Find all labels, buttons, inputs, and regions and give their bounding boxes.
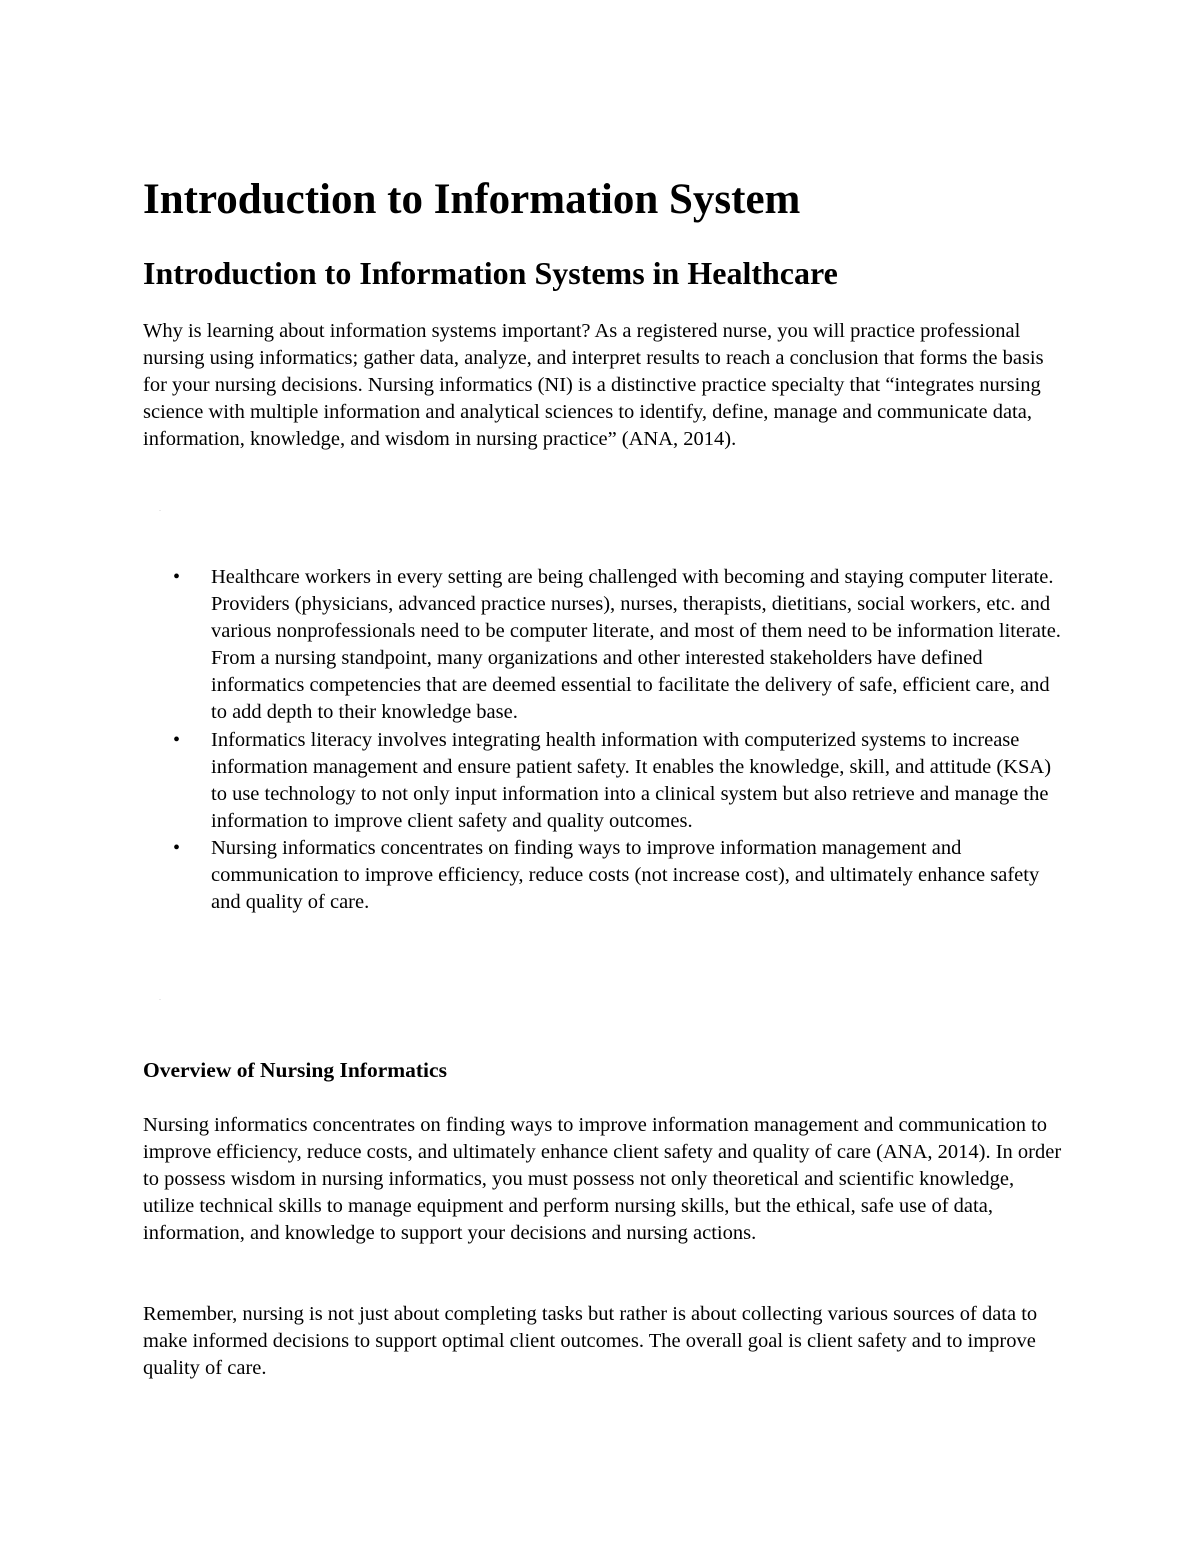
list-item	[143, 835, 1063, 916]
spacer-mark: .	[159, 993, 161, 1002]
closing-paragraph: Remember, nursing is not just about completing tasks but rather is about collecting various sources of data to make informed decisions to support optimal client outcomes. The overall goal is client safety and to improve quality of care.	[143, 1303, 1038, 1380]
document-title: Introduction to Information System	[143, 176, 801, 223]
section-heading: Overview of Nursing Informatics	[143, 1058, 447, 1082]
list-item-text: Healthcare workers in every setting are being challenged with becoming and staying computer literate. Providers (physicians, advanced practice nurses), nurses, therapists, dietitians, social workers, etc. and various nonprofessionals need to be computer literate, and most of them need to be information literate. From a nursing standpoint, many organizations and other interested stakeholders have defined informatics competencies that are deemed essential to facilitate the delivery of safe, efficient care, and to add depth to their knowledge base.	[211, 566, 1061, 724]
list-item-text: Informatics literacy involves integrating health information with computerized systems to increase information management and ensure patient safety. It enables the knowledge, skill, and attitude (KSA) to use technology to not only input information into a clinical system but also retrieve and manage the information to improve client safety and quality outcomes.	[211, 728, 1052, 832]
list-item	[143, 727, 1063, 835]
spacer-mark: .	[159, 504, 161, 513]
bullet-icon: •	[173, 836, 181, 859]
intro-paragraph: Why is learning about information systems important? As a registered nurse, you will practice professional nursing using informatics; gather data, analyze, and interpret results to reach a conclusion that forms the basis for your nursing decisions. Nursing informatics (NI) is a distinctive practice specialty that “integrates nursing science with multiple information and analytical sciences to identify, define, manage and communicate data, information, knowledge, and wisdom in nursing practice” (ANA, 2014).	[143, 320, 1044, 451]
bullet-icon: •	[173, 566, 181, 588]
bullet-list	[143, 564, 1063, 916]
list-item	[143, 564, 1063, 727]
bullet-icon: •	[173, 728, 181, 751]
document-subtitle: Introduction to Information Systems in Healthcare	[143, 255, 838, 291]
list-item-text: Nursing informatics concentrates on finding ways to improve information management and communication to improve efficiency, reduce costs (not increase cost), and ultimately enhance safety and quality of care.	[211, 836, 1040, 914]
overview-paragraph: Nursing informatics concentrates on finding ways to improve information management and communication to improve efficiency, reduce costs, and ultimately enhance client safety and quality of care (ANA, 2014). In order to possess wisdom in nursing informatics, you must possess not only theoretical and scientific knowledge, utilize technical skills to manage equipment and perform nursing skills, but the ethical, safe use of data, information, and knowledge to support your decisions and nursing actions.	[143, 1114, 1062, 1245]
